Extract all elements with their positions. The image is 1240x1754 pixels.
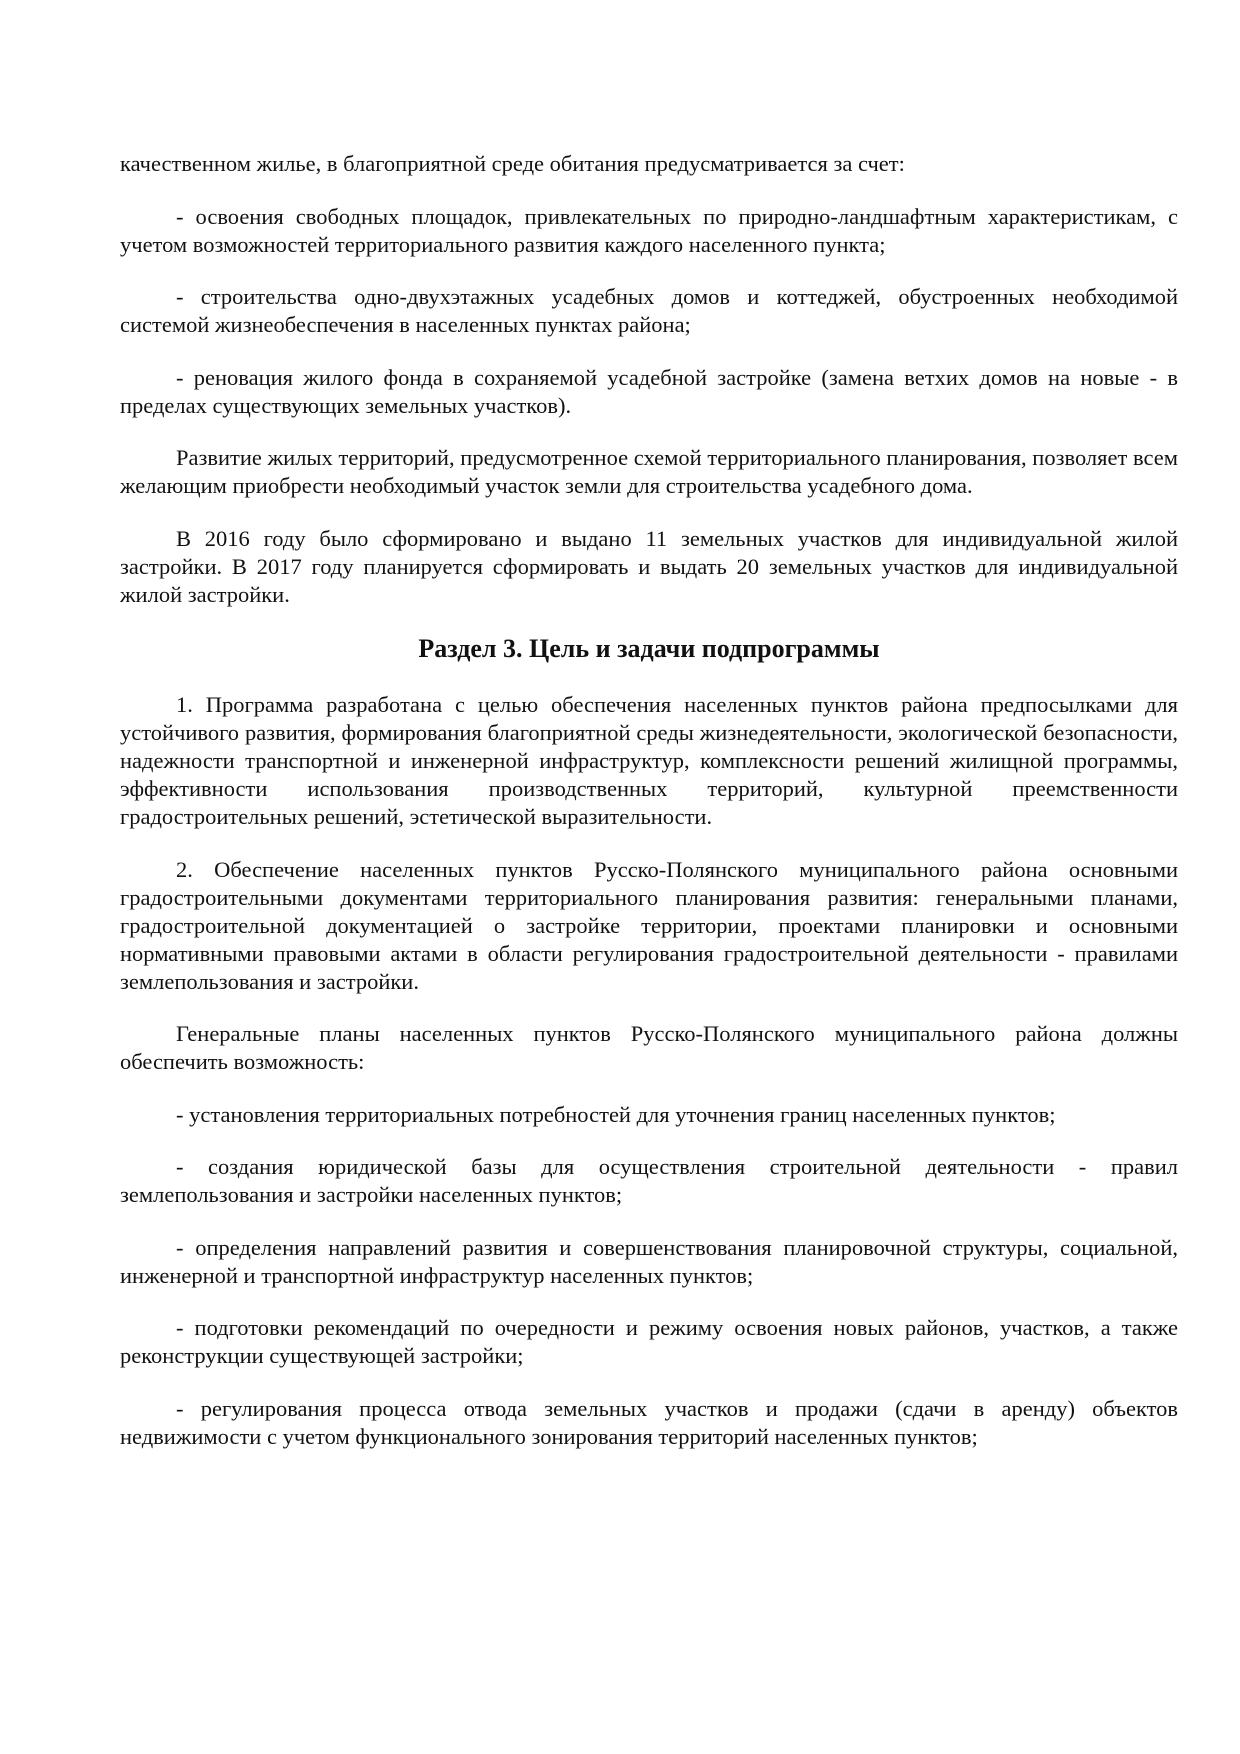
paragraph-goal-2: 2. Обеспечение населенных пунктов Русско-Полянского муниципального района основными градостроительными документами территориального планирования развития: генеральными планами, градостроительной документацией о застройке территории, проектами планировки и основными нормативными правовыми актами в области регулирования градостроительной деятельности - правилами землепользования и застройки. [120, 856, 1178, 994]
paragraph-residential-development: Развитие жилых территорий, предусмотренное схемой территориального планирования, позволяет всем желающим приобрести необходимый участок земли для строительства усадебного дома. [120, 445, 1178, 498]
paragraph-goal-1: 1. Программа разработана с целью обеспечения населенных пунктов района предпосылками для устойчивого развития, формирования благоприятной среды жизнедеятельности, экологической безопасности, надежности транспортной и инженерной инфраструктур, комплексности решений жилищной программы, эффективности использования производственных территорий, культурной преемственности градостроительных решений, эстетической выразительности. [120, 692, 1178, 829]
list-item-free-areas: - освоения свободных площадок, привлекательных по природно-ландшафтным характеристикам, с учетом возможностей территориального развития каждого населенного пункта; [120, 203, 1178, 257]
paragraph-continuation: качественном жилье, в благоприятной среде обитания предусматривается за счет: [120, 151, 905, 176]
list-item-construction: - строительства одно-двухэтажных усадебных домов и коттеджей, обустроенных необходимой системой жизнеобеспечения в населенных пунктах района; [120, 284, 1178, 337]
list-item-regulation: - регулирования процесса отвода земельных участков и продажи (сдачи в аренду) объектов недвижимости с учетом функционального зонирования территорий населенных пунктов; [120, 1395, 1178, 1449]
section-heading: Раздел 3. Цель и задачи подпрограммы [418, 634, 880, 663]
list-item-legal-base: - создания юридической базы для осуществления строительной деятельности - правил землепользования и застройки населенных пунктов; [120, 1154, 1178, 1207]
list-item-boundaries: - установления территориальных потребностей для уточнения границ населенных пунктов; [176, 1101, 1056, 1127]
paragraph-land-plots: В 2016 году было сформировано и выдано 11 земельных участков для индивидуальной жилой застройки. В 2017 году планируется сформировать и выдать 20 земельных участков для индивидуальной жилой застройки. [120, 525, 1178, 607]
paragraph-general-plans: Генеральные планы населенных пунктов Русско-Полянского муниципального района должны обеспечить возможность: [120, 1021, 1178, 1074]
list-item-renovation: - реновация жилого фонда в сохраняемой усадебной застройке (замена ветхих домов на новые - в пределах существующих земельных участков). [120, 364, 1178, 418]
list-item-recommendations: - подготовки рекомендаций по очередности и режиму освоения новых районов, участков, а также реконструкции существующей застройки; [120, 1315, 1178, 1368]
document-page [120, 150, 1178, 1475]
list-item-directions: - определения направлений развития и совершенствования планировочной структуры, социальной, инженерной и транспортной инфраструктур населенных пунктов; [120, 1234, 1178, 1288]
